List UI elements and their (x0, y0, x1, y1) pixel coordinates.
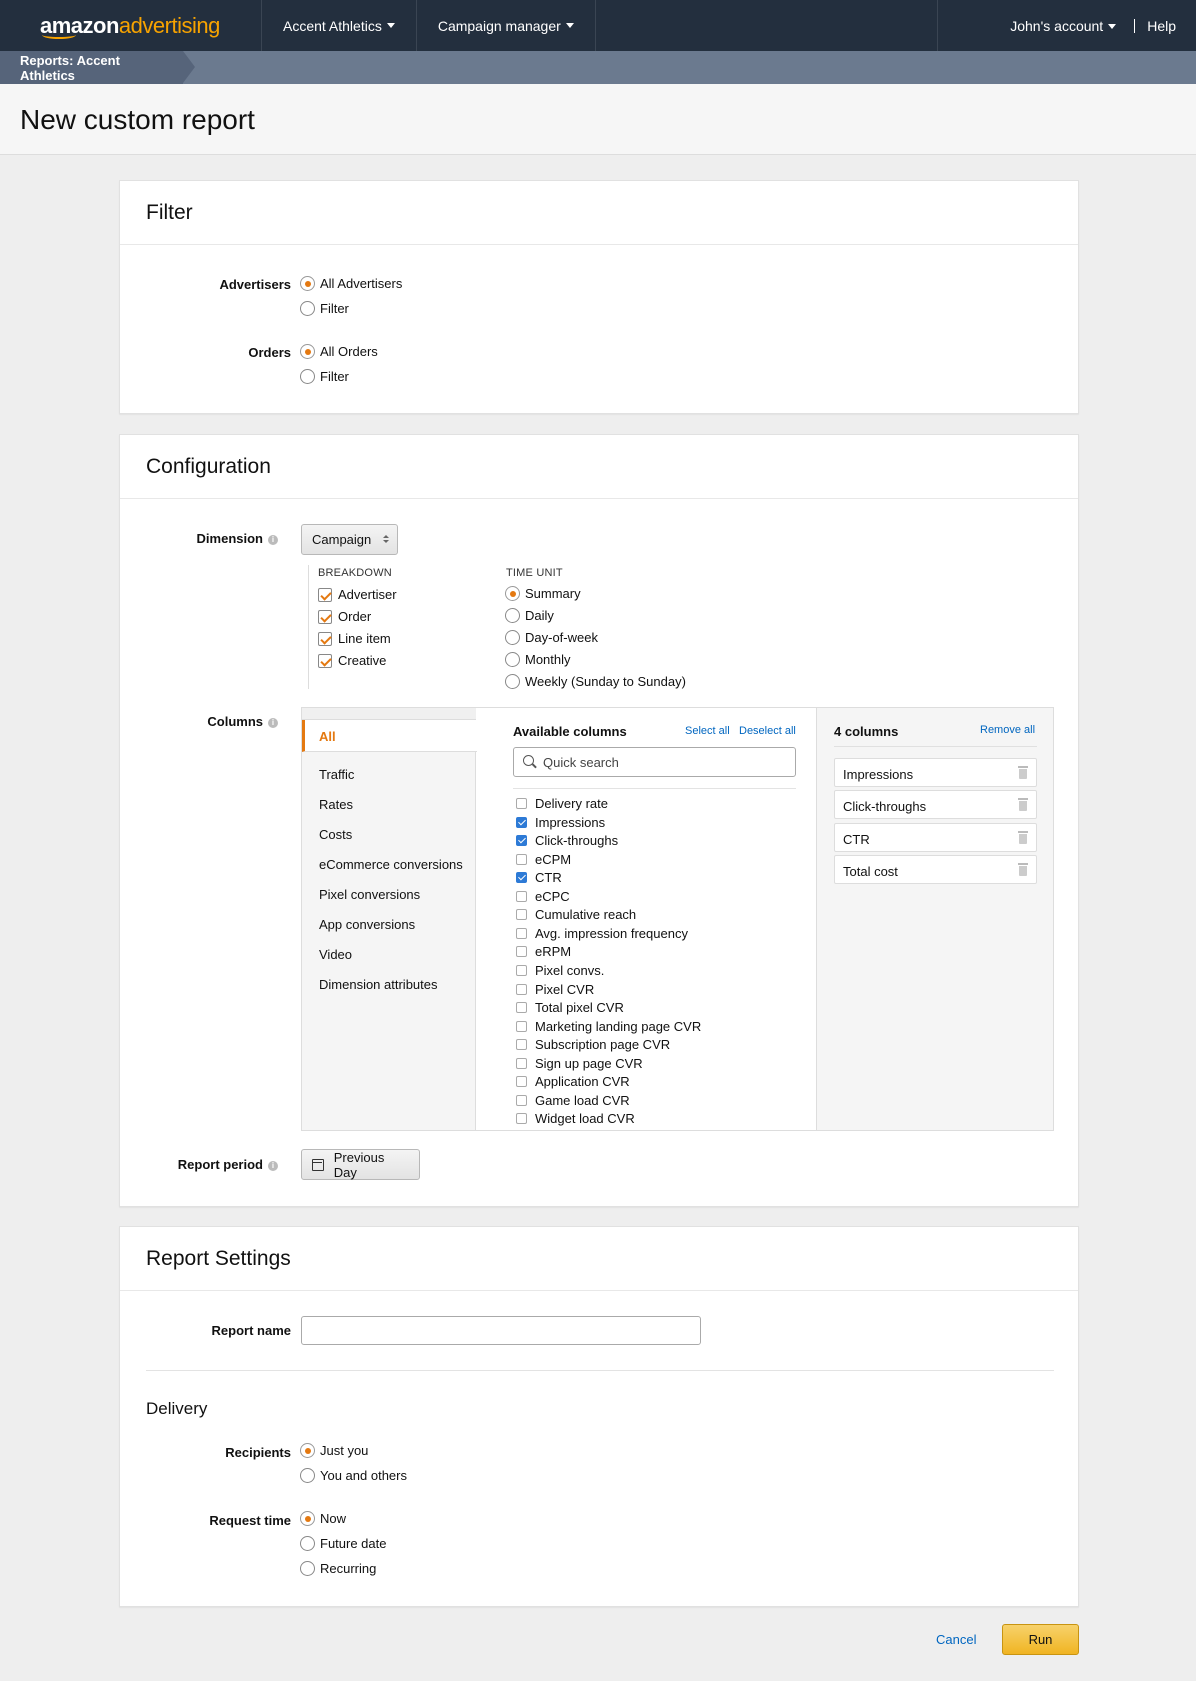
checkbox-icon (516, 854, 527, 865)
advertisers-filter-radio[interactable] (300, 301, 349, 316)
breadcrumb-bar (0, 51, 1196, 84)
radio-label: Weekly (Sunday to Sunday) (525, 674, 686, 689)
radio-icon (505, 630, 520, 645)
checkbox-icon (516, 909, 527, 920)
orders-all-radio[interactable] (300, 344, 378, 359)
breadcrumb-label: Reports: Accent Athletics (20, 52, 120, 83)
available-divider (513, 788, 796, 789)
time-unit-weekly-radio[interactable] (505, 674, 686, 689)
help-link[interactable]: Help (1147, 17, 1176, 34)
available-column-label: Pixel CVR (535, 981, 595, 997)
report-name-input[interactable] (301, 1316, 701, 1345)
available-column-checkbox[interactable] (516, 796, 608, 811)
campaign-manager-menu[interactable] (417, 0, 596, 51)
smile-icon (42, 31, 76, 39)
request-time-label: Request time (209, 1513, 291, 1528)
radio-icon (505, 652, 520, 667)
chevron-down-icon (387, 23, 395, 28)
checkbox-icon (516, 1113, 527, 1124)
checkbox-icon (516, 1039, 527, 1050)
radio-label: All Advertisers (320, 276, 403, 291)
radio-label: Summary (525, 586, 581, 601)
trash-icon[interactable] (1018, 766, 1028, 779)
search-icon (523, 755, 534, 766)
columns-picker (301, 707, 1054, 1131)
available-column-checkbox[interactable] (516, 1037, 670, 1052)
radio-label: Day-of-week (525, 630, 598, 645)
column-categories (302, 708, 476, 1130)
cancel-button[interactable]: Cancel (936, 1632, 977, 1647)
columns-label (98, 714, 278, 729)
checkbox-label: Line item (338, 631, 391, 646)
request-time-now-radio[interactable] (300, 1511, 346, 1526)
checkbox-icon (516, 984, 527, 995)
report-settings-panel (119, 1226, 1079, 1607)
dimension-value: Campaign (312, 532, 372, 547)
available-column-checkbox[interactable] (516, 833, 618, 848)
category-costs-tab[interactable]: Costs (319, 827, 353, 842)
deselect-all-link[interactable]: Deselect all (739, 725, 796, 737)
time-unit-day-of-week-radio[interactable] (505, 630, 598, 645)
checkbox-checked-icon (318, 610, 332, 624)
account-label: John's account (1010, 17, 1104, 34)
report-name-label: Report name (211, 1323, 291, 1338)
available-column-checkbox[interactable] (516, 926, 688, 941)
radio-selected-icon (300, 1511, 315, 1526)
checkbox-checked-icon (516, 872, 527, 883)
available-column-checkbox[interactable] (516, 944, 571, 959)
radio-icon (300, 1561, 315, 1576)
top-nav (0, 0, 1196, 51)
checkbox-label: Creative (338, 653, 387, 668)
report-period-button[interactable] (301, 1149, 420, 1180)
report-period-value: Previous Day (333, 1149, 385, 1180)
radio-label: Filter (320, 301, 349, 316)
time-unit-monthly-radio[interactable] (505, 652, 571, 667)
available-column-label: Application CVR (535, 1074, 630, 1090)
report-period-label-text: Report period (177, 1157, 263, 1172)
checkbox-icon (516, 1058, 527, 1069)
available-column-label: Subscription page CVR (535, 1037, 671, 1053)
category-dimension-attributes-tab[interactable]: Dimension attributes (319, 977, 438, 992)
select-all-link[interactable]: Select all (685, 725, 730, 737)
available-column-checkbox[interactable] (516, 1074, 630, 1089)
available-column-checkbox[interactable] (516, 870, 562, 885)
radio-label: Recurring (320, 1561, 377, 1576)
radio-selected-icon (505, 586, 520, 601)
dimension-label-text: Dimension (196, 531, 263, 546)
radio-icon (300, 369, 315, 384)
available-column-checkbox[interactable] (516, 1019, 701, 1034)
category-app-conversions-tab[interactable]: App conversions (319, 917, 416, 932)
checkbox-icon (516, 1002, 527, 1013)
available-column-checkbox[interactable] (516, 963, 604, 978)
nav-divider (937, 0, 938, 51)
checkbox-icon (516, 798, 527, 809)
selected-columns (816, 708, 1053, 1130)
advertiser-menu[interactable] (262, 0, 417, 51)
available-column-label: CTR (535, 870, 562, 886)
delivery-heading: Delivery (146, 1399, 208, 1418)
dimension-label (98, 531, 278, 546)
radio-selected-icon (300, 344, 315, 359)
available-column-label: Impressions (535, 814, 606, 830)
radio-selected-icon (300, 1443, 315, 1458)
checkbox-icon (516, 1095, 527, 1106)
configuration-heading: Configuration (120, 435, 1078, 499)
filter-panel (119, 180, 1079, 414)
orders-label: Orders (248, 345, 291, 360)
time-unit-daily-radio[interactable] (505, 608, 554, 623)
radio-icon (300, 301, 315, 316)
breakdown-creative-checkbox[interactable] (318, 653, 386, 668)
available-column-label: Total pixel CVR (535, 1000, 624, 1016)
available-column-label: eRPM (535, 944, 572, 960)
checkbox-icon (516, 946, 527, 957)
available-columns (476, 708, 816, 1130)
selected-column-label: Total cost (843, 864, 898, 879)
category-list-top (302, 708, 476, 720)
radio-label: Just you (320, 1443, 369, 1458)
time-unit-summary-radio[interactable] (505, 586, 581, 601)
trash-icon[interactable] (1018, 863, 1028, 876)
available-column-label: Delivery rate (535, 796, 608, 811)
select-arrows-icon (383, 535, 387, 544)
category-traffic-tab[interactable]: Traffic (319, 767, 355, 782)
available-column-label: Click-throughs (535, 833, 619, 849)
time-unit-label: TIME UNIT (506, 567, 563, 579)
available-column-label: eCPM (535, 851, 572, 867)
advertisers-label: Advertisers (219, 277, 291, 292)
report-period-label (98, 1157, 278, 1172)
selected-column-label: CTR (843, 832, 870, 847)
quick-search-input[interactable] (513, 747, 796, 777)
advertisers-all-radio[interactable] (300, 276, 402, 291)
columns-label-text: Columns (207, 714, 263, 729)
request-time-future-radio[interactable] (300, 1536, 387, 1551)
trash-icon[interactable] (1018, 798, 1028, 811)
checkbox-icon (516, 891, 527, 902)
dimension-select[interactable] (301, 524, 398, 555)
amazon-advertising-logo[interactable] (0, 0, 262, 51)
breakdown-order-checkbox[interactable] (318, 609, 371, 624)
available-column-checkbox[interactable] (516, 982, 594, 997)
radio-label: You and others (320, 1468, 407, 1483)
breakdown-label: BREAKDOWN (318, 567, 392, 579)
request-time-recurring-radio[interactable] (300, 1561, 376, 1576)
radio-label: Future date (320, 1536, 387, 1551)
available-column-label: Marketing landing page CVR (535, 1018, 702, 1034)
run-button[interactable] (1002, 1624, 1079, 1655)
radio-icon (300, 1468, 315, 1483)
chevron-down-icon (1108, 24, 1116, 29)
info-icon: i (268, 535, 278, 545)
recipients-label: Recipients (225, 1445, 291, 1460)
radio-icon (505, 674, 520, 689)
trash-icon[interactable] (1018, 831, 1028, 844)
checkbox-checked-icon (516, 817, 527, 828)
radio-label: All Orders (320, 344, 378, 359)
category-video-tab[interactable]: Video (319, 947, 353, 962)
category-all-tab[interactable]: All (302, 720, 477, 752)
page-title: New custom report (20, 104, 255, 135)
available-column-label: Pixel convs. (535, 962, 605, 978)
available-column-checkbox[interactable] (516, 1056, 643, 1071)
recipients-others-radio[interactable] (300, 1468, 407, 1483)
checkbox-icon (516, 965, 527, 976)
breakdown-line-item-checkbox[interactable] (318, 631, 391, 646)
remove-all-link[interactable]: Remove all (980, 724, 1036, 736)
selected-column-item[interactable] (834, 855, 1037, 884)
available-column-label: eCPC (535, 888, 570, 904)
available-column-label: Cumulative reach (535, 907, 637, 923)
available-column-checkbox[interactable] (516, 1111, 635, 1126)
available-column-label: Avg. impression frequency (535, 925, 688, 941)
radio-icon (505, 608, 520, 623)
breadcrumb[interactable] (0, 51, 183, 84)
breakdown-advertiser-checkbox[interactable] (318, 587, 397, 602)
logo-accent-text: advertising (118, 12, 220, 38)
available-column-label: Game load CVR (535, 1092, 630, 1108)
breakdown-divider (308, 565, 309, 689)
selected-column-label: Click-throughs (843, 799, 927, 814)
report-settings-heading: Report Settings (120, 1227, 1078, 1291)
filter-heading: Filter (120, 181, 1078, 245)
available-column-checkbox[interactable] (516, 889, 570, 904)
checkbox-label: Advertiser (338, 587, 397, 602)
checkbox-icon (516, 1021, 527, 1032)
checkbox-label: Order (338, 609, 372, 624)
available-column-checkbox[interactable] (516, 1093, 630, 1108)
advertiser-menu-label: Accent Athletics (283, 17, 382, 34)
quick-search (513, 747, 796, 777)
run-button-label: Run (1028, 1632, 1053, 1647)
available-column-checkbox[interactable] (516, 1000, 624, 1015)
checkbox-checked-icon (318, 632, 332, 646)
checkbox-icon (516, 1076, 527, 1087)
radio-label: Now (320, 1511, 347, 1526)
account-menu[interactable] (1010, 19, 1135, 33)
radio-icon (300, 1536, 315, 1551)
campaign-manager-label: Campaign manager (437, 17, 561, 34)
radio-label: Monthly (525, 652, 571, 667)
chevron-down-icon (566, 23, 574, 28)
selected-column-label: Impressions (843, 767, 914, 782)
logo-main-text: amazon (40, 12, 119, 38)
calendar-icon (312, 1159, 324, 1171)
orders-filter-radio[interactable] (300, 369, 349, 384)
selected-column-item[interactable] (834, 790, 1037, 819)
radio-label: Daily (525, 608, 554, 623)
available-column-checkbox[interactable] (516, 852, 571, 867)
selected-column-item[interactable] (834, 823, 1037, 852)
available-column-label: Sign up page CVR (535, 1055, 643, 1071)
available-column-checkbox[interactable] (516, 815, 605, 830)
checkbox-checked-icon (318, 654, 332, 668)
checkbox-checked-icon (516, 835, 527, 846)
checkbox-checked-icon (318, 588, 332, 602)
recipients-just-you-radio[interactable] (300, 1443, 368, 1458)
radio-label: Filter (320, 369, 349, 384)
selected-count: 4 columns (834, 724, 899, 739)
available-column-label: Widget load CVR (535, 1111, 635, 1127)
info-icon: i (268, 718, 278, 728)
category-rates-tab[interactable]: Rates (319, 797, 353, 812)
selected-column-item[interactable] (834, 758, 1037, 787)
info-icon: i (268, 1161, 278, 1171)
selected-divider (834, 746, 1037, 747)
radio-selected-icon (300, 276, 315, 291)
available-column-checkbox[interactable] (516, 907, 636, 922)
checkbox-icon (516, 928, 527, 939)
available-columns-title: Available columns (513, 724, 627, 739)
title-bar (0, 84, 1196, 155)
category-pixel-conversions-tab[interactable]: Pixel conversions (319, 887, 421, 902)
settings-divider (146, 1370, 1054, 1371)
category-ecommerce-tab[interactable]: eCommerce conversions (319, 857, 463, 872)
